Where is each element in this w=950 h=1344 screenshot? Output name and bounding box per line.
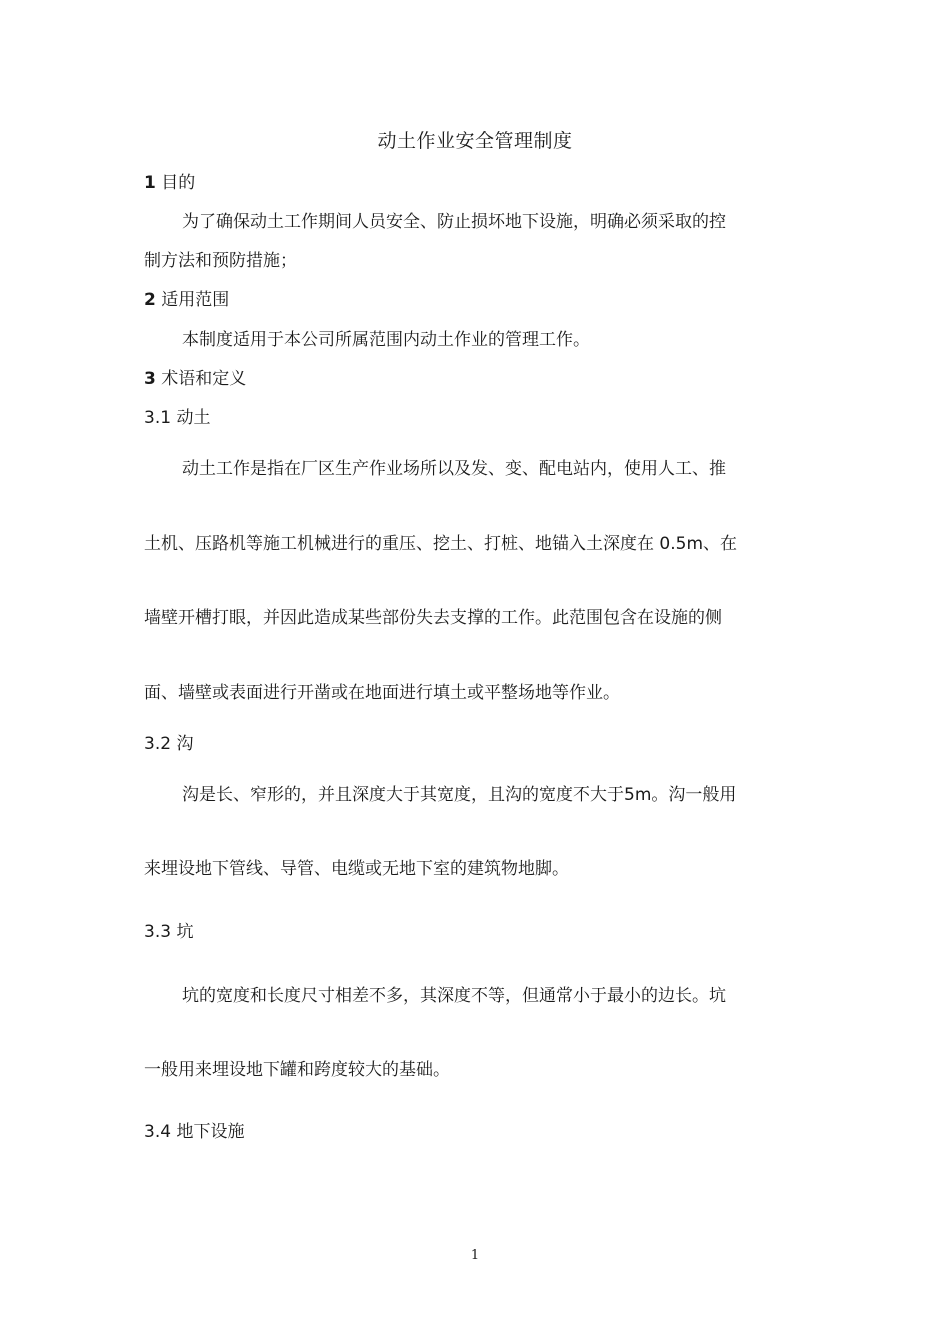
section-3-2-paragraph-line: 沟是长、窄形的，并且深度大于其宽度，且沟的宽度不大于5m。沟一般用 — [182, 785, 737, 805]
section-3-2-paragraph-line: 来埋设地下管线、导管、电缆或无地下室的建筑物地脚。 — [144, 859, 569, 879]
section-3-1-paragraph-line: 动土工作是指在厂区生产作业场所以及发、变、配电站内，使用人工、推 — [182, 459, 726, 479]
page-number: 1 — [470, 1248, 480, 1263]
document-title: 动土作业安全管理制度 — [377, 130, 573, 152]
section-3-1-paragraph-line: 墙壁开槽打眼，并因此造成某些部份失去支撑的工作。此范围包含在设施的侧 — [144, 608, 722, 628]
section-2-heading — [144, 289, 229, 311]
section-2-title: 适用范围 — [161, 290, 230, 310]
section-3-heading — [144, 368, 246, 390]
section-1-paragraph-line: 制方法和预防措施； — [144, 251, 297, 271]
section-3-1-paragraph-line: 面、墙壁或表面进行开凿或在地面进行填土或平整场地等作业。 — [144, 683, 620, 703]
section-3-2-heading: 3.2 沟 — [144, 734, 194, 754]
section-3-1-heading: 3.1 动土 — [144, 408, 211, 428]
section-2-number: 2 — [144, 290, 156, 310]
section-1-title: 目的 — [161, 173, 196, 193]
section-1-paragraph-line: 为了确保动土工作期间人员安全、防止损坏地下设施，明确必须采取的控 — [182, 212, 726, 232]
section-3-3-paragraph-line: 一般用来埋设地下罐和跨度较大的基础。 — [144, 1060, 450, 1080]
section-1-number: 1 — [144, 173, 156, 193]
section-3-3-heading: 3.3 坑 — [144, 922, 194, 942]
section-3-1-paragraph-line: 土机、压路机等施工机械进行的重压、挖土、打桩、地锚入土深度在 0.5m、在 — [144, 534, 737, 554]
section-3-title: 术语和定义 — [161, 369, 247, 389]
section-2-paragraph-line: 本制度适用于本公司所属范围内动土作业的管理工作。 — [182, 330, 590, 350]
section-1-heading — [144, 172, 195, 194]
section-3-number: 3 — [144, 369, 156, 389]
section-3-3-paragraph-line: 坑的宽度和长度尺寸相差不多，其深度不等，但通常小于最小的边长。坑 — [182, 986, 726, 1006]
section-3-4-heading: 3.4 地下设施 — [144, 1122, 245, 1142]
